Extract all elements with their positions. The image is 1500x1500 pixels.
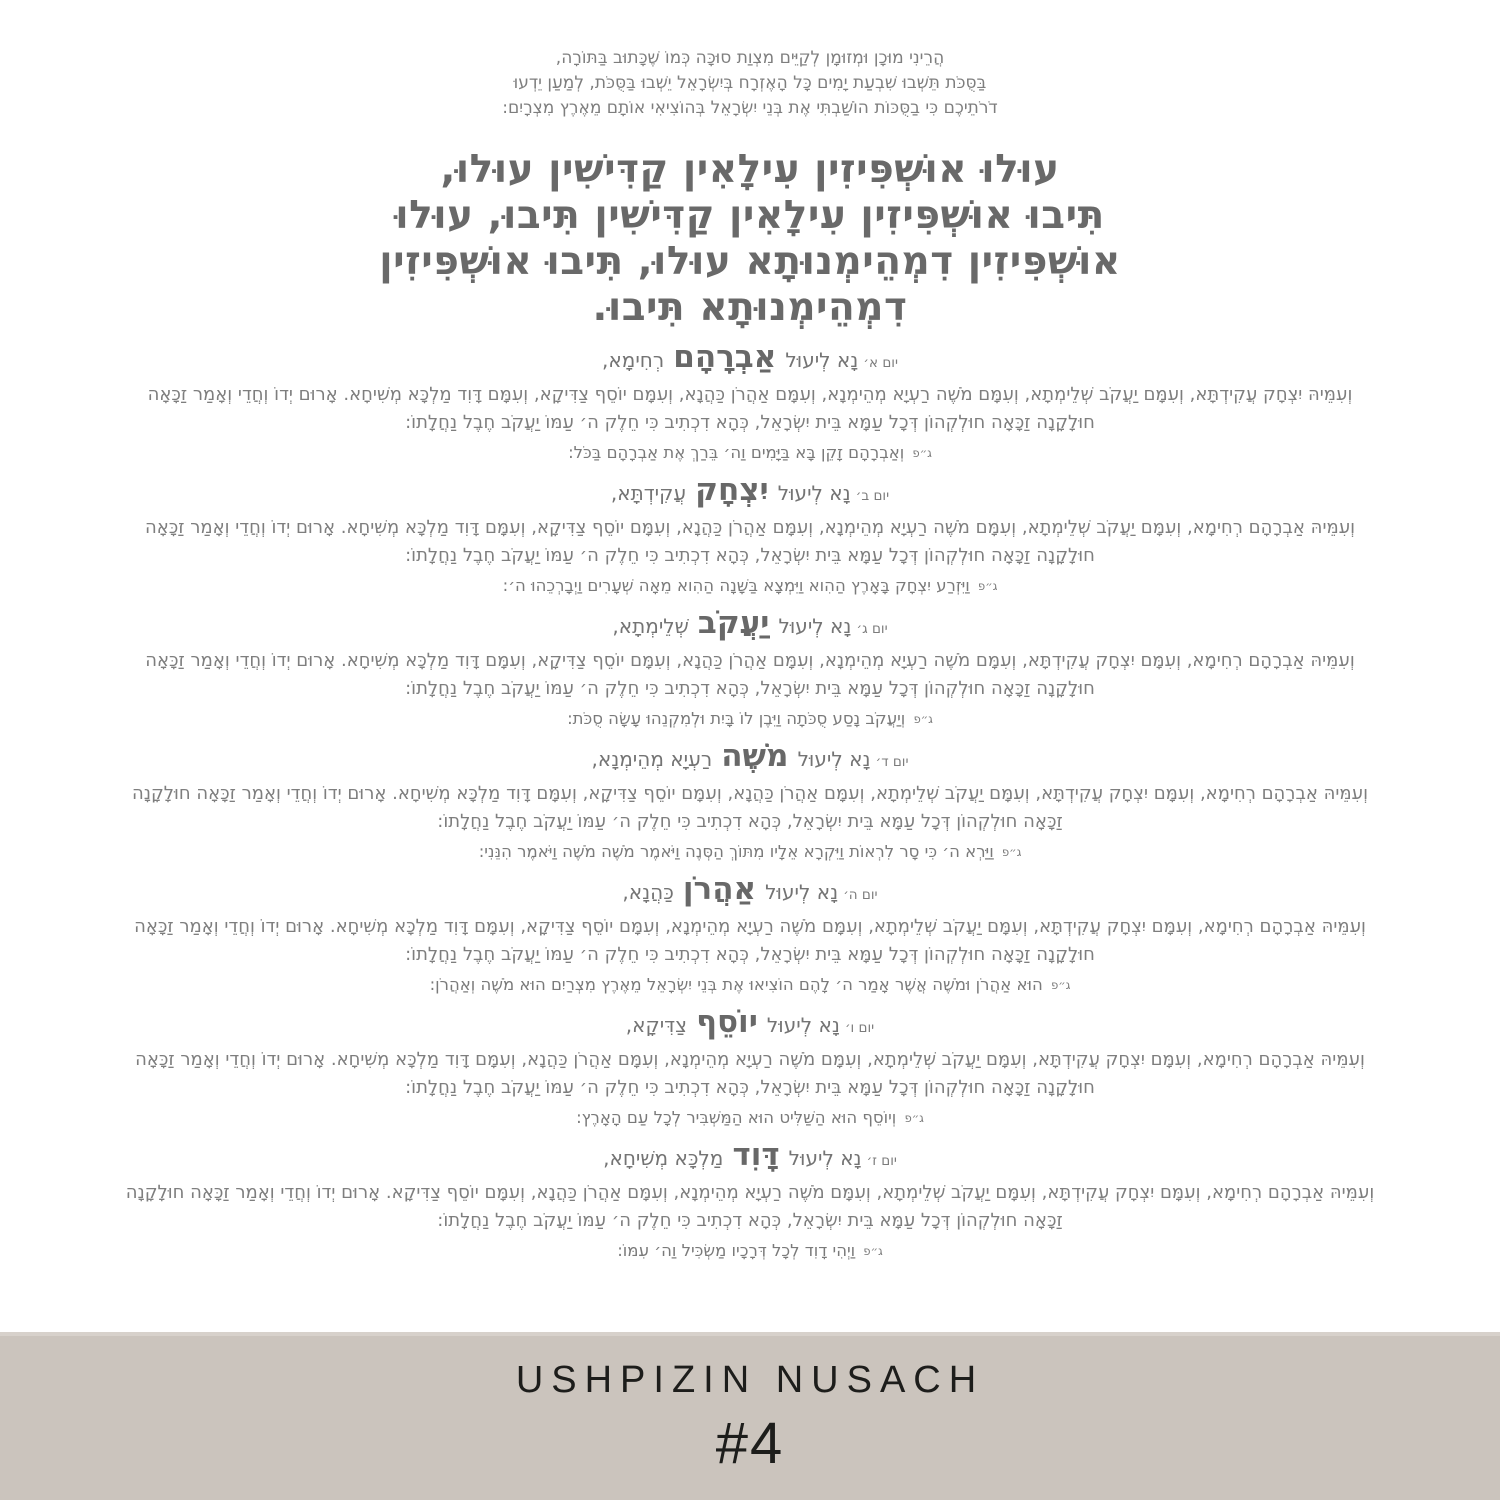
invocation-line: אוּשְׁפִּיזִין דִמְהֵימְנוּתָא עוּלוּ, תִּיבוּ אוּשְׁפִּיזִין (379, 239, 1121, 284)
day-body: וְעִמֵּיהּ אַבְרָהָם רְחִימָא, וְעִמָּם יִצְחָק עֲקִידְתָּא, וְעִמָּם יַעֲקֹב שְׁלֵימְתָא, וְעִמָּם מֹשֶׁה רַעְיָא מְהֵימְנָא, וְעִמָּם אַהֲרֹן כַּהֲנָא, וְעִמָּם יוֹסֵף צַדִּיקָא. אָרוּם יְדוֹ וְחֲדֵי וְאָמַר זַכָּאָה חוּלָקָנָה זַכָּאָה חוּלְקְהוֹן דְּכָל עַמָּא בֵּית יִשְׂרָאֵל, כְּהָא דִכְתִיב כִּי חֵלֶק ה׳ עַמּוֹ יַעֲקֹב חֶבֶל נַחֲלָתוֹ: (125, 1182, 1375, 1231)
day-header (0, 473, 1500, 513)
day-section-1 (0, 340, 1500, 464)
guest-name: אַהֲרֹן (682, 871, 757, 907)
guest-epithet: מַלְכָּא מְשִׁיחָא, (603, 1146, 724, 1170)
day-body: וְעִמֵּיהּ אַבְרָהָם רְחִימָא, וְעִמָּם יִצְחָק עֲקִידְתָּא, וְעִמָּם יַעֲקֹב שְׁלֵימְתָא, וְעִמָּם מֹשֶׁה רַעְיָא מְהֵימְנָא, וְעִמָּם יוֹסֵף צַדִּיקָא, וְעִמָּם דָּוִד מַלְכָּא מְשִׁיחָא. אָרוּם יְדוֹ וְחֲדֵי וְאָמַר זַכָּאָה חוּלָקָנָה זַכָּאָה חוּלְקְהוֹן דְּכָל עַמָּא בֵּית יִשְׂרָאֵל, כְּהָא דִכְתִיב כִּי חֵלֶק ה׳ עַמּוֹ יַעֲקֹב חֶבֶל נַחֲלָתוֹ: (134, 916, 1366, 965)
invocation-line: תִּיבוּ אוּשְׁפִּיזִין עִילָאִין קַדִּישִׁין תִּיבוּ, עוּלוּ (395, 193, 1105, 238)
day-section-3 (0, 606, 1500, 730)
guest-name: דָּוִד (732, 1137, 780, 1173)
invite-prefix: נָא לְיעוּל (785, 348, 859, 372)
verse-text: וְיַעֲקֹב נָסַע סֻכֹּתָה וַיִּבֶן לוֹ בָּיִת וּלְמִקְנֵהוּ עָשָׂה סֻכֹּת: (567, 709, 906, 728)
day-section-5 (0, 872, 1500, 996)
day-label: יום ד׳ (875, 754, 909, 770)
invite-prefix: נָא לְיעוּל (777, 481, 851, 505)
day-label: יום ו׳ (844, 1020, 875, 1036)
footer-band (0, 1332, 1500, 1500)
guest-name: יוֹסֵף (696, 1004, 758, 1040)
day-label: יום ה׳ (843, 887, 878, 903)
intro-line: בַּסֻּכֹּת תֵּשְׁבוּ שִׁבְעַת יָמִים כָּל הָאֶזְרָח בְּיִשְׂרָאֵל יֵשְׁבוּ בַּסֻּכֹּת, לְמַעַן יֵדְעוּ (513, 73, 987, 93)
verse-line (0, 1107, 1500, 1129)
verse-repeat-prefix: ג״פ (863, 1244, 883, 1258)
ushpizin-invocation (0, 147, 1500, 331)
invite-prefix: נָא לְיעוּל (788, 1146, 862, 1170)
verse-repeat-prefix: ג״פ (978, 579, 998, 593)
day-header (0, 739, 1500, 779)
guest-epithet: רְחִימָא, (602, 348, 665, 372)
guest-name: אַבְרָהָם (673, 339, 777, 375)
verse-text: וַיְהִי דָוִד לְכָל דְּרָכָיו מַשְׂכִּיל וַה׳ עִמּוֹ: (617, 1241, 856, 1260)
verse-repeat-prefix: ג״פ (1001, 845, 1022, 859)
day-label: יום ג׳ (856, 621, 888, 637)
verse-line (0, 708, 1500, 730)
verse-text: וְיוֹסֵף הוּא הַשַּׁלִּיט הוּא הַמַּשְׁבִּיר לְכָל עַם הָאָרֶץ: (576, 1108, 897, 1127)
guest-name: מֹשֶׁה (721, 738, 789, 774)
guest-epithet: כַּהֲנָא, (622, 880, 674, 904)
guest-name: יִצְחָק (695, 472, 769, 508)
intro-line: הֲרֵינִי מוּכָן וּמְזוּמָן לְקַיֵּים מִצְוַת סוּכָּה כְּמוֹ שֶׁכָּתוּב בַּתּוֹרָה, (555, 48, 945, 68)
verse-text: וְאַבְרָהָם זָקֵן בָּא בַּיָּמִים וַה׳ בֵּרַךְ אֶת אַבְרָהָם בַּכֹּל: (568, 443, 905, 462)
day-label: יום ז׳ (866, 1153, 897, 1169)
day-section-2 (0, 473, 1500, 597)
day-header (0, 872, 1500, 912)
day-header (0, 1005, 1500, 1045)
invite-prefix: נָא לְיעוּל (766, 1013, 840, 1037)
day-section-4 (0, 739, 1500, 863)
invocation-line: דִמְהֵימְנוּתָא תִּיבוּ. (592, 285, 908, 330)
day-label: יום א׳ (863, 355, 898, 371)
verse-line (0, 841, 1500, 863)
verse-repeat-prefix: ג״פ (913, 712, 933, 726)
guest-epithet: שְׁלֵימְתָא, (612, 614, 689, 638)
day-header (0, 340, 1500, 380)
day-body: וְעִמֵּיהּ אַבְרָהָם רְחִימָא, וְעִמָּם יִצְחָק עֲקִידְתָּא, וְעִמָּם יַעֲקֹב שְׁלֵימְתָא, וְעִמָּם אַהֲרֹן כַּהֲנָא, וְעִמָּם יוֹסֵף צַדִּיקָא, וְעִמָּם דָּוִד מַלְכָּא מְשִׁיחָא. אָרוּם יְדוֹ וְחֲדֵי וְאָמַר זַכָּאָה חוּלָקָנָה זַכָּאָה חוּלְקְהוֹן דְּכָל עַמָּא בֵּית יִשְׂרָאֵל, כְּהָא דִכְתִיב כִּי חֵלֶק ה׳ עַמּוֹ יַעֲקֹב חֶבֶל נַחֲלָתוֹ: (131, 783, 1368, 832)
invocation-line: עוּלוּ אוּשְׁפִּיזִין עִילָאִין קַדִּישִׁין עוּלוּ, (440, 147, 1060, 192)
day-body: וְעִמֵּיהּ אַבְרָהָם רְחִימָא, וְעִמָּם יַעֲקֹב שְׁלֵימְתָא, וְעִמָּם מֹשֶׁה רַעְיָא מְהֵימְנָא, וְעִמָּם אַהֲרֹן כַּהֲנָא, וְעִמָּם יוֹסֵף צַדִּיקָא, וְעִמָּם דָּוִד מַלְכָּא מְשִׁיחָא. אָרוּם יְדוֹ וְחֲדֵי וְאָמַר זַכָּאָה חוּלָקָנָה זַכָּאָה חוּלְקְהוֹן דְּכָל עַמָּא בֵּית יִשְׂרָאֵל, כְּהָא דִכְתִיב כִּי חֵלֶק ה׳ עַמּוֹ יַעֲקֹב חֶבֶל נַחֲלָתוֹ: (144, 517, 1356, 566)
guest-epithet: עֲקִידְתָּא, (610, 481, 687, 505)
day-header (0, 606, 1500, 646)
footer-number: #4 (715, 1411, 785, 1476)
footer-title: USHPIZIN NUSACH (515, 1359, 985, 1401)
day-header (0, 1138, 1500, 1178)
day-body: וְעִמֵּיהּ אַבְרָהָם רְחִימָא, וְעִמָּם יִצְחָק עֲקִידְתָּא, וְעִמָּם מֹשֶׁה רַעְיָא מְהֵימְנָא, וְעִמָּם אַהֲרֹן כַּהֲנָא, וְעִמָּם יוֹסֵף צַדִּיקָא, וְעִמָּם דָּוִד מַלְכָּא מְשִׁיחָא. אָרוּם יְדוֹ וְחֲדֵי וְאָמַר זַכָּאָה חוּלָקָנָה זַכָּאָה חוּלְקְהוֹן דְּכָל עַמָּא בֵּית יִשְׂרָאֵל, כְּהָא דִכְתִיב כִּי חֵלֶק ה׳ עַמּוֹ יַעֲקֹב חֶבֶל נַחֲלָתוֹ: (145, 650, 1355, 699)
verse-repeat-prefix: ג״פ (912, 446, 932, 460)
intro-paragraph (0, 46, 1500, 121)
verse-line (0, 974, 1500, 996)
guest-epithet: רַעְיָא מְהֵימְנָא, (591, 747, 713, 771)
verse-text: וַיִּזְרַע יִצְחָק בָּאָרֶץ הַהִוא וַיִּמְצָא בַּשָּׁנָה הַהִוא מֵאָה שְׁעָרִים וַיְבָרְכֵהוּ ה׳: (502, 576, 970, 595)
verse-text: הוּא אַהֲרֹן וּמֹשֶׁה אֲשֶׁר אָמַר ה׳ לָהֶם הוֹצִיאוּ אֶת בְּנֵי יִשְׂרָאֵל מֵאֶרֶץ מִצְרַיִם הוּא מֹשֶׁה וְאַהֲרֹן: (429, 975, 1043, 994)
invite-prefix: נָא לְיעוּל (778, 614, 852, 638)
day-body: וְעִמֵּיהּ אַבְרָהָם רְחִימָא, וְעִמָּם יִצְחָק עֲקִידְתָּא, וְעִמָּם יַעֲקֹב שְׁלֵימְתָא, וְעִמָּם מֹשֶׁה רַעְיָא מְהֵימְנָא, וְעִמָּם אַהֲרֹן כַּהֲנָא, וְעִמָּם דָּוִד מַלְכָּא מְשִׁיחָא. אָרוּם יְדוֹ וְחֲדֵי וְאָמַר זַכָּאָה חוּלָקָנָה זַכָּאָה חוּלְקְהוֹן דְּכָל עַמָּא בֵּית יִשְׂרָאֵל, כְּהָא דִכְתִיב כִּי חֵלֶק ה׳ עַמּוֹ יַעֲקֹב חֶבֶל נַחֲלָתוֹ: (135, 1049, 1365, 1098)
verse-text: וַיַּרְא ה׳ כִּי סָר לִרְאוֹת וַיִּקְרָא אֵלָיו מִתּוֹךְ הַסְּנֶה וַיֹּאמֶר מֹשֶׁה מֹשֶׁה וַיֹּאמֶר הִנֵּנִי: (478, 842, 994, 861)
invite-prefix: נָא לְיעוּל (765, 880, 839, 904)
day-body: וְעִמֵּיהּ יִצְחָק עֲקִידְתָּא, וְעִמָּם יַעֲקֹב שְׁלֵימְתָא, וְעִמָּם מֹשֶׁה רַעְיָא מְהֵימְנָא, וְעִמָּם אַהֲרֹן כַּהֲנָא, וְעִמָּם יוֹסֵף צַדִּיקָא, וְעִמָּם דָּוִד מַלְכָּא מְשִׁיחָא. אָרוּם יְדוֹ וְחֲדֵי וְאָמַר זַכָּאָה חוּלָקָנָה זַכָּאָה חוּלְקְהוֹן דְּכָל עַמָּא בֵּית יִשְׂרָאֵל, כְּהָא דִכְתִיב כִּי חֵלֶק ה׳ עַמּוֹ יַעֲקֹב חֶבֶל נַחֲלָתוֹ: (147, 384, 1353, 433)
verse-line (0, 442, 1500, 464)
invite-prefix: נָא לְיעוּל (797, 747, 871, 771)
verse-line (0, 1240, 1500, 1262)
guest-name: יַעֲקֹב (697, 605, 770, 641)
verse-repeat-prefix: ג״פ (1051, 978, 1071, 992)
intro-line: דֹרֹתֵיכֶם כִּי בַסֻּכּוֹת הוֹשַׁבְתִּי אֶת בְּנֵי יִשְׂרָאֵל בְּהוֹצִיאִי אוֹתָם מֵאֶרֶץ מִצְרָיִם: (502, 98, 998, 118)
verse-line (0, 575, 1500, 597)
day-section-7 (0, 1138, 1500, 1262)
day-label: יום ב׳ (855, 488, 890, 504)
guest-epithet: צַדִּיקָא, (625, 1013, 687, 1037)
verse-repeat-prefix: ג״פ (904, 1111, 924, 1125)
day-section-6 (0, 1005, 1500, 1129)
